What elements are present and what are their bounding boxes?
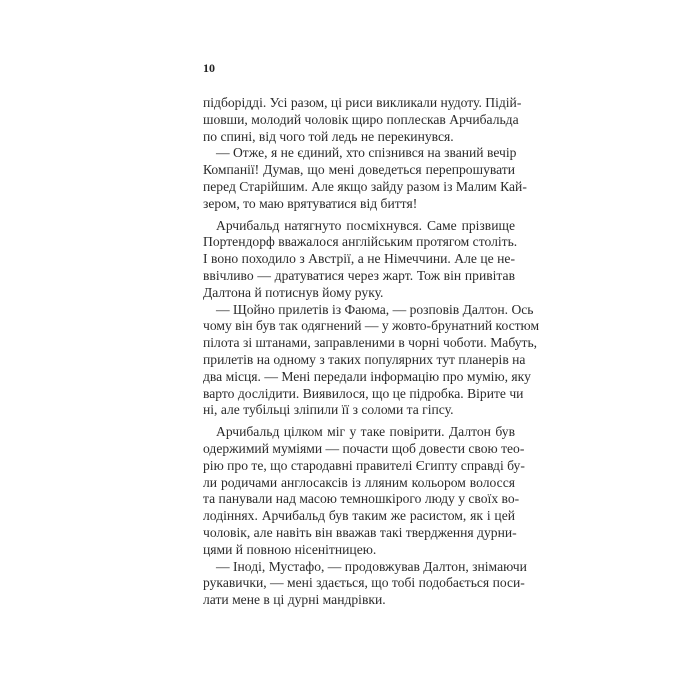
- text-line: ввічливо — дратуватися через жарт. Тож він привітав: [203, 267, 515, 283]
- text-line: рукавички, — мені здається, що тобі подобається поси-: [203, 575, 525, 591]
- text-line: рію про те, що стародавні правителі Єгипту справді бу-: [203, 457, 525, 473]
- text-line: варто дослідити. Виявилося, що це підробка. Вірите чи: [203, 385, 524, 401]
- text-line: Далтона й потиснув йому руку.: [203, 284, 384, 300]
- paragraph: [203, 145, 527, 212]
- text-line: І воно походило з Австрії, а не Німеччини. Але це не-: [203, 251, 515, 267]
- text-line: два місця. — Мені передали інформацію про мумію, яку: [203, 368, 531, 384]
- paragraph: [203, 424, 525, 558]
- page-number: 10: [203, 61, 215, 75]
- text-line: — Щойно прилетів із Фаюма, — розповів Далтон. Ось: [216, 301, 534, 317]
- text-line: лати мене в ці дурні мандрівки.: [203, 592, 386, 608]
- text-line: зером, то маю врятуватися від биття!: [203, 195, 418, 211]
- paragraph: [203, 558, 527, 609]
- body-text: [203, 95, 540, 609]
- text-line: — Іноді, Мустафо, — продовжував Далтон, знімаючи: [216, 558, 527, 574]
- text-line: — Отже, я не єдиний, хто спізнився на званий вечір: [216, 145, 517, 161]
- paragraph: [203, 95, 522, 145]
- text-line: чому він був так одягнений — у жовто-брунатний костюм: [203, 318, 540, 334]
- text-line: та панували над масою темношкірого люду у своїх во-: [203, 491, 520, 507]
- paragraph: [203, 217, 518, 302]
- text-line: Портендорф вважалося англійським протягом століть.: [203, 234, 518, 250]
- text-line: підборідді. Усі разом, ці риси викликали нудоту. Підій-: [203, 95, 522, 110]
- text-line: лодіннях. Арчибальд був таким же расистом, як і цей: [203, 508, 515, 524]
- text-line: цями й повною нісенітницею.: [203, 541, 377, 557]
- text-line: чоловік, але навіть він вважав такі твердження дурни-: [203, 524, 517, 540]
- text-line: одержимий муміями — почасти щоб довести свою тео-: [203, 440, 525, 456]
- text-line: ли родичами англосаксів із лляним кольором волосся: [203, 474, 515, 490]
- text-line: Арчибальд цілком міг у таке повірити. Далтон був: [216, 424, 515, 440]
- paragraph: [203, 301, 540, 420]
- text-line: по спині, від чого той ледь не перекинувся.: [203, 128, 454, 144]
- text-line: Арчибальд натягнуто посміхнувся. Саме прізвище: [216, 217, 515, 233]
- text-line: Компанії! Думав, що мені доведеться перепрошувати: [203, 162, 515, 178]
- text-line: прилетів на одному з таких популярних тут планерів на: [203, 351, 526, 367]
- text-line: ні, але тубільці зліпили її з соломи та гіпсу.: [203, 402, 454, 418]
- text-line: пілота зі штанами, заправленими в чорні чоботи. Мабуть,: [203, 335, 538, 351]
- text-line: шовши, молодий чоловік щиро поплескав Арчибальда: [203, 111, 519, 127]
- text-line: перед Старійшим. Але якщо зайду разом із Малим Кай-: [203, 178, 527, 194]
